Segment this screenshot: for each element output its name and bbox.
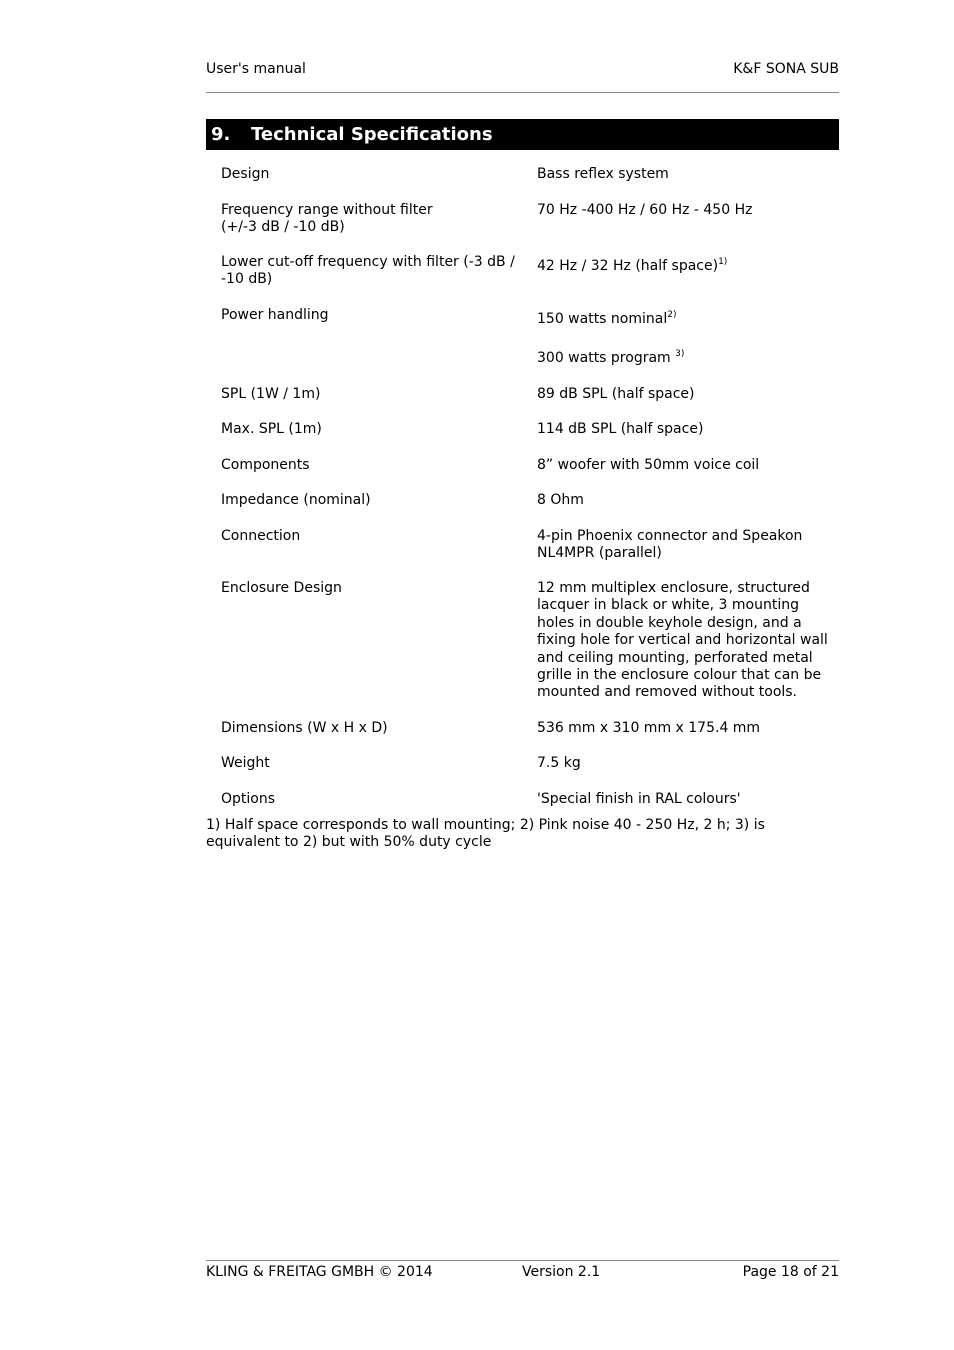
spec-value: 89 dB SPL (half space): [537, 386, 695, 402]
spec-label: Connection: [221, 528, 301, 544]
spec-label: SPL (1W / 1m): [221, 386, 321, 402]
spec-value: 114 dB SPL (half space): [537, 421, 704, 437]
spec-label: Dimensions (W x H x D): [221, 720, 388, 736]
header-doc-type: User's manual: [206, 61, 306, 77]
spec-value: [537, 350, 832, 367]
spec-value: 8” woofer with 50mm voice coil: [537, 457, 760, 473]
spec-label: Power handling: [221, 307, 329, 323]
spec-value-text: 300 watts program: [537, 350, 676, 366]
spec-value: 70 Hz -400 Hz / 60 Hz - 450 Hz: [537, 202, 753, 218]
spec-label: Lower cut-off frequency with filter (-3 dB / -10 dB): [221, 254, 515, 288]
footer-page-number: Page 18 of 21: [742, 1264, 839, 1280]
spec-label: Max. SPL (1m): [221, 421, 322, 437]
spec-value: 12 mm multiplex enclosure, structured lacquer in black or white, 3 mounting holes in double keyhole design, and a fixing hole for vertical and horizontal wall and ceiling mounting, perforated metal grille in the enclosure colour that can be mounted and removed without tools.: [537, 580, 828, 701]
section-title: Technical Specifications: [251, 124, 493, 145]
spec-label: Impedance (nominal): [221, 492, 371, 508]
spec-value-text: 42 Hz / 32 Hz (half space): [537, 258, 719, 274]
footer-divider: [206, 1260, 839, 1261]
spec-value-text: 150 watts nominal: [537, 311, 668, 327]
spec-label: Enclosure Design: [221, 580, 342, 596]
spec-label: Components: [221, 457, 310, 473]
section-number: 9.: [211, 124, 231, 145]
spec-label: Options: [221, 791, 276, 807]
footnote-ref: 1): [718, 257, 728, 267]
spec-value: 4-pin Phoenix connector and Speakon NL4MPR (parallel): [537, 528, 803, 562]
section-heading: [206, 119, 839, 150]
spec-label: Frequency range without filter (+/-3 dB / -10 dB): [221, 202, 433, 236]
spec-label: Weight: [221, 755, 270, 771]
spec-value: [537, 311, 832, 328]
spec-value: [537, 258, 832, 275]
spec-value: 536 mm x 310 mm x 175.4 mm: [537, 720, 761, 736]
footnote-ref: 2): [667, 310, 677, 320]
spec-value: 7.5 kg: [537, 755, 581, 771]
footer-version: Version 2.1: [522, 1264, 601, 1280]
header-product-name: K&F SONA SUB: [733, 61, 839, 77]
footnote: 1) Half space corresponds to wall mounting; 2) Pink noise 40 - 250 Hz, 2 h; 3) is equivalent to 2) but with 50% duty cycle: [206, 817, 765, 851]
spec-value: Bass reflex system: [537, 166, 669, 182]
page-footer: [206, 1264, 839, 1284]
header-divider: [206, 92, 839, 93]
page-header: [206, 61, 839, 81]
spec-value: 8 Ohm: [537, 492, 584, 508]
footnote-ref: 3): [675, 349, 685, 359]
spec-value: 'Special finish in RAL colours': [537, 791, 741, 807]
footer-copyright: KLING & FREITAG GMBH © 2014: [206, 1264, 433, 1280]
spec-label: Design: [221, 166, 270, 182]
